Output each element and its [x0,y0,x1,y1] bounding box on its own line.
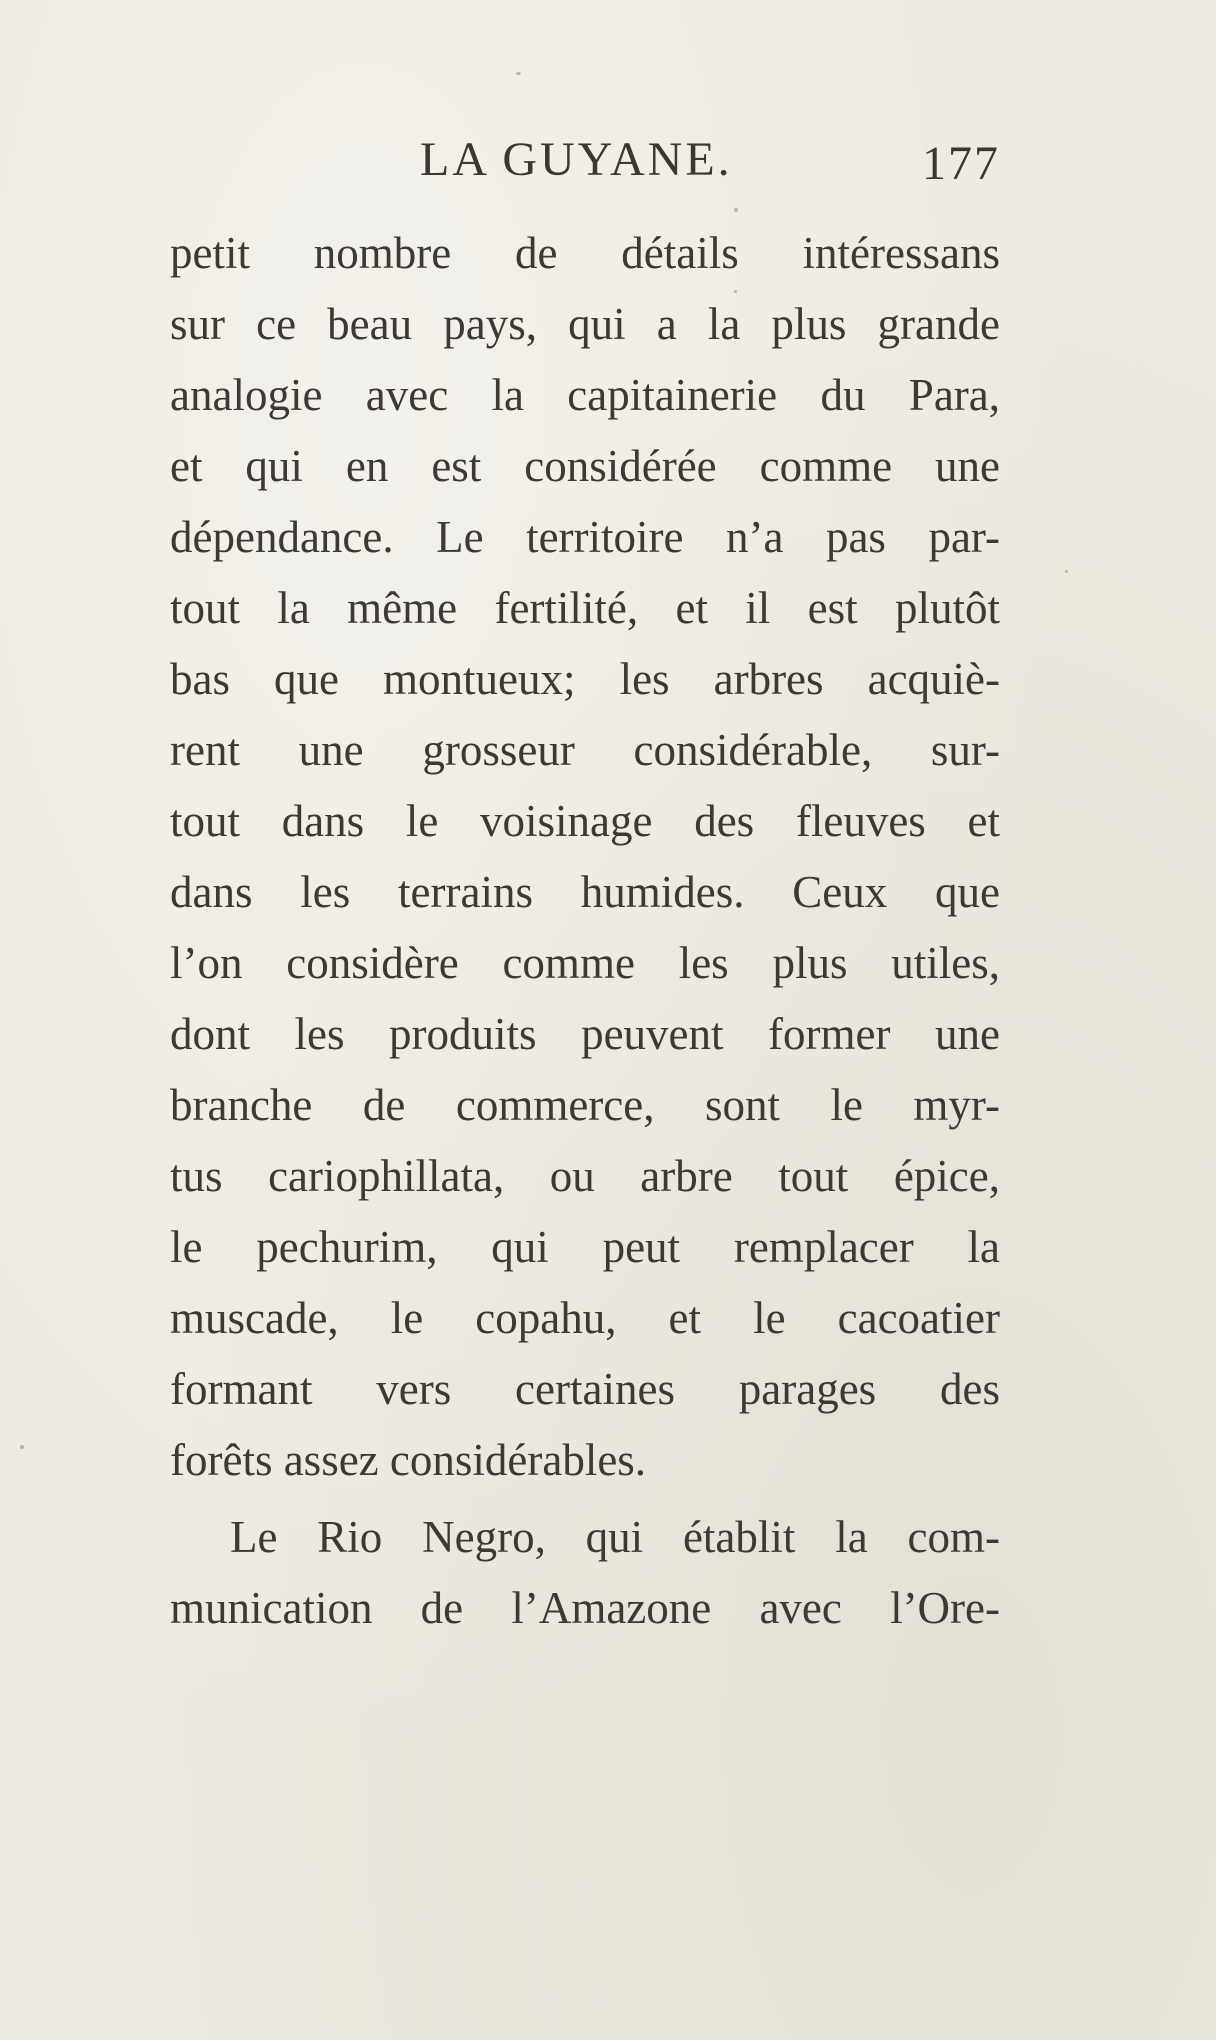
text-line: rent une grosseur considérable, sur- [170,725,1000,775]
paragraph [170,1502,1000,1644]
text-line: munication de l’Amazone avec l’Ore- [170,1583,1000,1633]
text-line: formant vers certaines parages des [170,1364,1000,1414]
text-line: tus cariophillata, ou arbre tout épice, [170,1151,1000,1201]
paper-speck [20,1445,24,1449]
text-line: le pechurim, qui peut remplacer la [170,1222,1000,1272]
text-line: analogie avec la capitainerie du Para, [170,370,1000,420]
paper-speck [516,72,521,75]
text-line: sur ce beau pays, qui a la plus grande [170,299,1000,349]
paper-speck [1065,570,1068,573]
text-line: petit nombre de détails intéressans [170,228,1000,278]
text-line: dans les terrains humides. Ceux que [170,867,1000,917]
page-number: 177 [922,137,1000,190]
paper-speck [734,208,738,212]
text-line: dépendance. Le territoire n’a pas par- [170,512,1000,562]
text-line: tout la même fertilité, et il est plutôt [170,583,1000,633]
text-line: forêts assez considérables. [170,1435,647,1485]
running-title: LA GUYANE. [420,133,733,186]
text-line: et qui en est considérée comme une [170,441,1000,491]
paragraph [170,218,1000,1496]
text-line: dont les produits peuvent former une [170,1009,1000,1059]
text-line: muscade, le copahu, et le cacoatier [170,1293,1000,1343]
running-header [170,132,1000,202]
text-line: tout dans le voisinage des fleuves et [170,796,1000,846]
text-line: branche de commerce, sont le myr- [170,1080,1000,1130]
text-line: Le Rio Negro, qui établit la com- [230,1512,1000,1562]
text-line: l’on considère comme les plus utiles, [170,938,1000,988]
body-text [170,218,1000,1644]
text-line: bas que montueux; les arbres acquiè- [170,654,1000,704]
